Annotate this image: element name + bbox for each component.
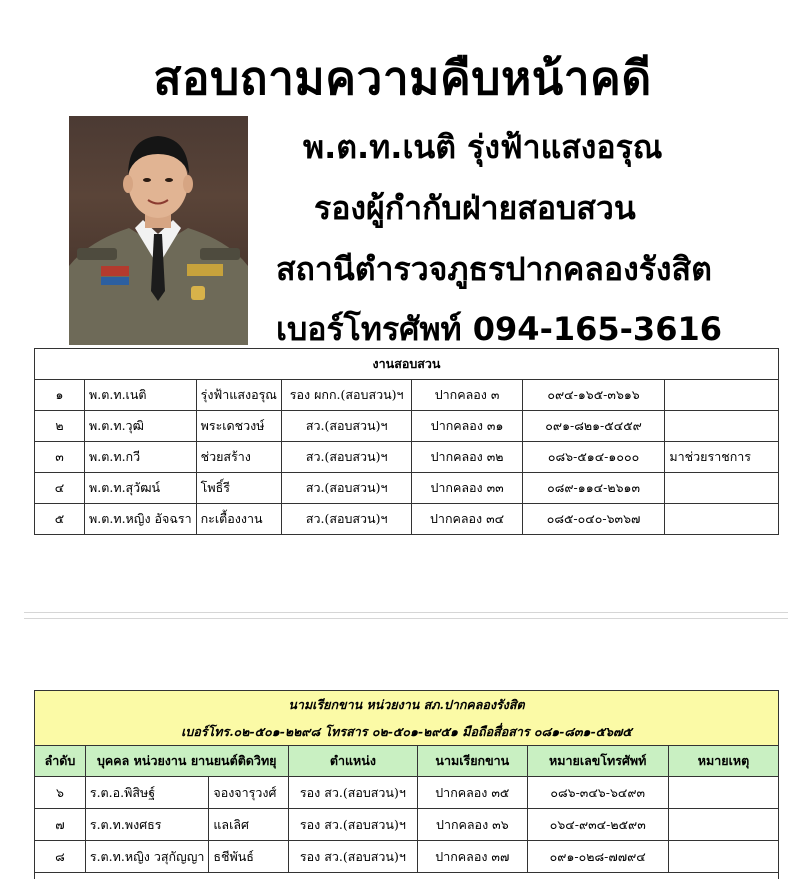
table-row: ๕ พ.ต.ท.หญิง อัจฉรา กะเตื้องงาน สว.(สอบสวน)ฯ ปากคลอง ๓๔ ๐๘๕-๐๔๐-๖๓๖๗ (35, 504, 779, 535)
officer-name: พ.ต.ท.เนติ รุ่งฟ้าแสงอรุณ (303, 128, 663, 166)
officer-position: รองผู้กำกับฝ่ายสอบสวน (314, 189, 636, 227)
divider (24, 612, 788, 613)
officer-photo (69, 116, 248, 345)
table-row: ๑ พ.ต.ท.เนติ รุ่งฟ้าแสงอรุณ รอง ผกก.(สอบสวน)ฯ ปากคลอง ๓ ๐๙๔-๑๖๕-๓๖๑๖ (35, 380, 779, 411)
table-row: ๖ ร.ต.อ.พิสิษฐ์ จองจารุวงศ์ รอง สว.(สอบสวน)ฯ ปากคลอง ๓๕ ๐๘๖-๓๔๖-๖๔๙๓ (35, 777, 779, 809)
investigation-table (34, 348, 779, 535)
table-header: งานสอบสวน (35, 349, 779, 380)
officer-phone: เบอร์โทรศัพท์ 094-165-3616 (276, 310, 722, 348)
callsign-table (34, 690, 779, 879)
divider (24, 618, 788, 619)
table-row: ๓ พ.ต.ท.กวี ช่วยสร้าง สว.(สอบสวน)ฯ ปากคลอง ๓๒ ๐๘๖-๕๑๔-๑๐๐๐ มาช่วยราชการ (35, 442, 779, 473)
table-row: ๘ ร.ต.ท.หญิง วสุกัญญา ธชีพันธ์ รอง สว.(สอบสวน)ฯ ปากคลอง ๓๗ ๐๙๑-๐๒๘-๗๗๙๔ (35, 841, 779, 873)
page-title: สอบถามความคืบหน้าคดี (153, 51, 652, 105)
officer-station: สถานีตำรวจภูธรปากคลองรังสิต (276, 250, 712, 288)
table-column-headers: ลำดับ บุคคล หน่วยงาน ยานยนต์ติดวิทยุ ตำแหน่ง นามเรียกขาน หมายเลขโทรศัพท์ หมายเหตุ (35, 746, 779, 777)
table-row: ๒ พ.ต.ท.วุฒิ พระเดชวงษ์ สว.(สอบสวน)ฯ ปากคลอง ๓๑ ๐๙๑-๘๒๑-๕๔๕๙ (35, 411, 779, 442)
table-row: ๔ พ.ต.ท.สุวัฒน์ โพธิ์รี สว.(สอบสวน)ฯ ปากคลอง ๓๓ ๐๘๙-๑๑๔-๒๖๑๓ (35, 473, 779, 504)
table-row: ๗ ร.ต.ท.พงศธร แลเลิศ รอง สว.(สอบสวน)ฯ ปากคลอง ๓๖ ๐๖๔-๙๓๔-๒๕๙๓ (35, 809, 779, 841)
callsign-title: นามเรียกขาน หน่วยงาน สภ.ปากคลองรังสิต (35, 691, 779, 719)
contact-line: เบอร์โทร.๐๒-๕๐๑-๒๒๙๘ โทรสาร ๐๒-๕๐๑-๒๙๕๑ มือถือสื่อสาร ๐๘๑-๘๓๑-๕๖๗๕ (35, 718, 779, 746)
